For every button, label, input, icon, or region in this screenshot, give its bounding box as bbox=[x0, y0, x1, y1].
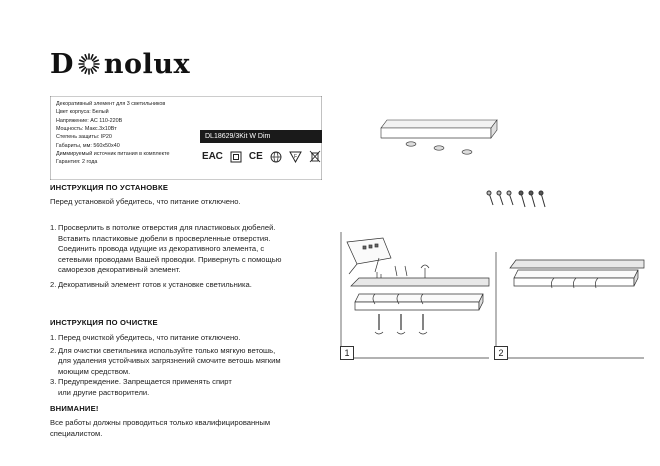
model-number: DL18629/3Kit W Dim bbox=[200, 130, 322, 143]
figure-1-label: 1 bbox=[340, 346, 354, 360]
spec-line: Напряжение: AC 110-220В bbox=[56, 117, 123, 124]
step-text: Для очистки светильника используйте только мягкую ветошь, для удаления устойчивых загрязнений смочите ветошь мягким моющим средством. bbox=[58, 345, 281, 376]
f-mark-triangle-icon bbox=[289, 151, 302, 163]
svg-text:F: F bbox=[293, 153, 297, 160]
spec-list bbox=[56, 100, 170, 167]
ce-cert-icon: CE bbox=[248, 151, 263, 162]
logo-letter-d: D bbox=[50, 48, 74, 80]
figure-2-diagram bbox=[494, 248, 646, 360]
figure-1-diagram bbox=[339, 228, 491, 360]
cert-icons bbox=[202, 150, 321, 163]
spec-line: Диммируемый источник питания в комплекте bbox=[56, 151, 170, 158]
spec-line: Габариты, мм: 560х50х40 bbox=[56, 142, 120, 149]
spec-line: Мощность: Макс.3х10Вт bbox=[56, 126, 117, 133]
step-number: 1. bbox=[50, 333, 57, 342]
screws-dowels-icon bbox=[486, 190, 548, 212]
spec-line: Цвет корпуса: Белый bbox=[56, 109, 109, 116]
cleaning-heading: ИНСТРУКЦИЯ ПО ОЧИСТКЕ bbox=[50, 318, 158, 327]
warning-heading: ВНИМАНИЕ! bbox=[50, 404, 99, 413]
eac-cert-icon: ЕАС bbox=[202, 151, 223, 162]
step-text: Декоративный элемент готов к установке светильника. bbox=[58, 279, 252, 289]
spec-line: Декоративный элемент для 3 светильников bbox=[56, 101, 166, 107]
step-number: 2. bbox=[50, 345, 57, 355]
spec-line: Степень защиты: IP20 bbox=[56, 134, 112, 141]
cleaning-steps bbox=[50, 333, 340, 402]
figure-2-label: 2 bbox=[494, 346, 508, 360]
spec-box bbox=[50, 96, 322, 180]
step-text: Просверлить в потолке отверстия для пластиковых дюбелей. Вставить пластиковые дюбели в просверленные отверстия. Соединить провода идущие из декоративного элемента, с сетевыми проводами Вашей проводки. Привернуть с помощью саморезов декоративный элемент. bbox=[58, 223, 282, 274]
install-step bbox=[50, 223, 340, 276]
class-ii-icon bbox=[230, 151, 242, 163]
step-number: 2. bbox=[50, 279, 57, 289]
brand-logo bbox=[50, 48, 190, 80]
step-number: 3. bbox=[50, 377, 57, 386]
crossed-bin-icon bbox=[309, 150, 321, 163]
cleaning-step bbox=[50, 346, 340, 378]
step-number: 1. bbox=[50, 223, 57, 232]
step-text: Перед очисткой убедитесь, что питание отключено. bbox=[58, 333, 241, 342]
logo-text: nolux bbox=[103, 48, 191, 80]
cleaning-step bbox=[50, 377, 340, 398]
install-intro: Перед установкой убедитесь, что питание отключено. bbox=[50, 197, 241, 206]
step-text: Предупреждение. Запрещается применять спирт или другие растворители. bbox=[58, 377, 232, 397]
product-illustration bbox=[375, 118, 510, 166]
install-steps bbox=[50, 223, 340, 294]
spec-line: Гарантия: 2 года bbox=[56, 159, 98, 166]
globe-icon bbox=[270, 151, 282, 163]
cleaning-step bbox=[50, 333, 340, 344]
install-heading: ИНСТРУКЦИЯ ПО УСТАНОВКЕ bbox=[50, 183, 169, 192]
warning-text: Все работы должны проводиться только квалифицированным специалистом. bbox=[50, 418, 271, 438]
install-step bbox=[50, 280, 340, 291]
sunburst-logo-icon bbox=[75, 50, 103, 78]
